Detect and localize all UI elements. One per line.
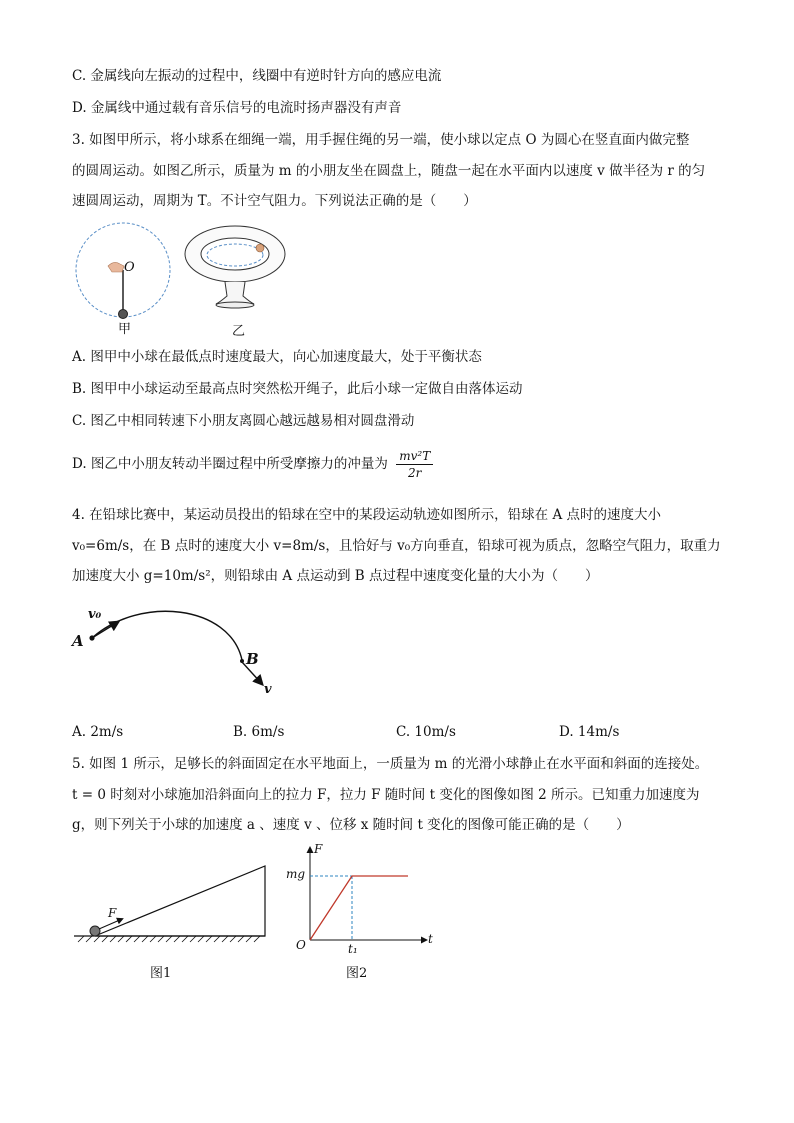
y-axis-label: F — [314, 842, 323, 856]
q3-option-d-text: D. 图乙中小朋友转动半圈过程中所受摩擦力的冲量为 — [72, 456, 388, 472]
q2-option-d: D. 金属线中通过载有音乐信号的电流时扬声器没有声音 — [72, 100, 402, 116]
v0-arrow — [92, 622, 118, 638]
q3-option-a: A. 图甲中小球在最低点时速度最大，向心加速度最大，处于平衡状态 — [72, 349, 482, 365]
trajectory-curve — [92, 611, 242, 660]
q4-option-b: B. 6m/s — [233, 724, 285, 740]
label-a: A — [72, 632, 84, 650]
q4-stem-line3: 加速度大小 g=10m/s²，则铅球由 A 点运动到 B 点过程中速度变化量的大小为（ ） — [72, 568, 599, 584]
point-b-dot — [240, 659, 244, 663]
q3-option-d — [72, 448, 433, 481]
label-v: v — [264, 682, 272, 697]
q2-option-c: C. 金属线向左振动的过程中，线圈中有逆时针方向的感应电流 — [72, 68, 442, 84]
x-axis-label: t — [428, 932, 433, 946]
pedestal — [216, 282, 254, 304]
figure-yi — [180, 222, 290, 322]
caption-fig1: 图1 — [150, 966, 172, 981]
q4-option-c: C. 10m/s — [396, 724, 456, 740]
q4-option-a: A. 2m/s — [72, 724, 124, 740]
caption-jia: 甲 — [118, 322, 132, 337]
point-a-dot — [89, 635, 94, 640]
impulse-fraction — [396, 448, 433, 481]
point-o-label: O — [124, 260, 135, 275]
force-label: F — [108, 906, 117, 920]
q3-stem-line2: 的圆周运动。如图乙所示，质量为 m 的小朋友坐在圆盘上，随盘一起在水平面内以速度 v 做半径为 r 的匀 — [72, 163, 706, 179]
q5-stem-line3: g，则下列关于小球的加速度 a 、速度 v 、位移 x 随时间 t 变化的图像可能正确的是（ ） — [72, 817, 630, 833]
q3-stem-line1: 3. 如图甲所示，将小球系在细绳一端，用手握住绳的另一端，使小球以定点 O 为圆心在竖直面内做完整 — [72, 132, 690, 148]
q3-option-b: B. 图甲中小球运动至最高点时突然松开绳子，此后小球一定做自由落体运动 — [72, 381, 523, 397]
label-b: B — [246, 650, 259, 668]
q5-stem-line2: t = 0 时刻对小球施加沿斜面向上的拉力 F，拉力 F 随时间 t 变化的图像如图 2 所示。已知重力加速度为 — [72, 787, 700, 803]
q4-stem-line2: v₀=6m/s，在 B 点时的速度大小 v=8m/s，且恰好与 v₀方向垂直，铅球可视为质点，忽略空气阻力，取重力 — [72, 538, 721, 554]
q4-option-d: D. 14m/s — [559, 724, 620, 740]
incline — [95, 866, 265, 936]
caption-fig2: 图2 — [346, 966, 368, 981]
ground-hatching — [78, 936, 260, 942]
child-icon — [256, 244, 264, 252]
label-v0: v₀ — [88, 607, 102, 622]
fraction-denominator: 2r — [408, 466, 422, 480]
origin-label: O — [296, 938, 306, 952]
figure-f-t-graph — [300, 842, 440, 952]
base — [216, 302, 254, 308]
force-curve — [310, 876, 408, 940]
small-ball — [90, 926, 100, 936]
q3-option-c: C. 图乙中相同转速下小朋友离圆心越远越易相对圆盘滑动 — [72, 413, 415, 429]
q3-stem-line3: 速圆周运动，周期为 T。不计空气阻力。下列说法正确的是（ ） — [72, 193, 477, 209]
hand-icon — [108, 262, 124, 272]
figure-incline — [70, 860, 270, 950]
disc-inner — [201, 238, 269, 270]
q4-stem-line1: 4. 在铅球比赛中，某运动员投出的铅球在空中的某段运动轨迹如图所示，铅球在 A 点时的速度大小 — [72, 507, 662, 523]
mg-label: mg — [286, 867, 306, 881]
t1-label: t₁ — [348, 942, 358, 956]
fraction-numerator: mv²T — [396, 448, 433, 465]
q5-stem-line1: 5. 如图 1 所示，足够长的斜面固定在水平地面上，一质量为 m 的光滑小球静止在水平面和斜面的连接处。 — [72, 756, 709, 772]
caption-yi: 乙 — [232, 324, 246, 339]
